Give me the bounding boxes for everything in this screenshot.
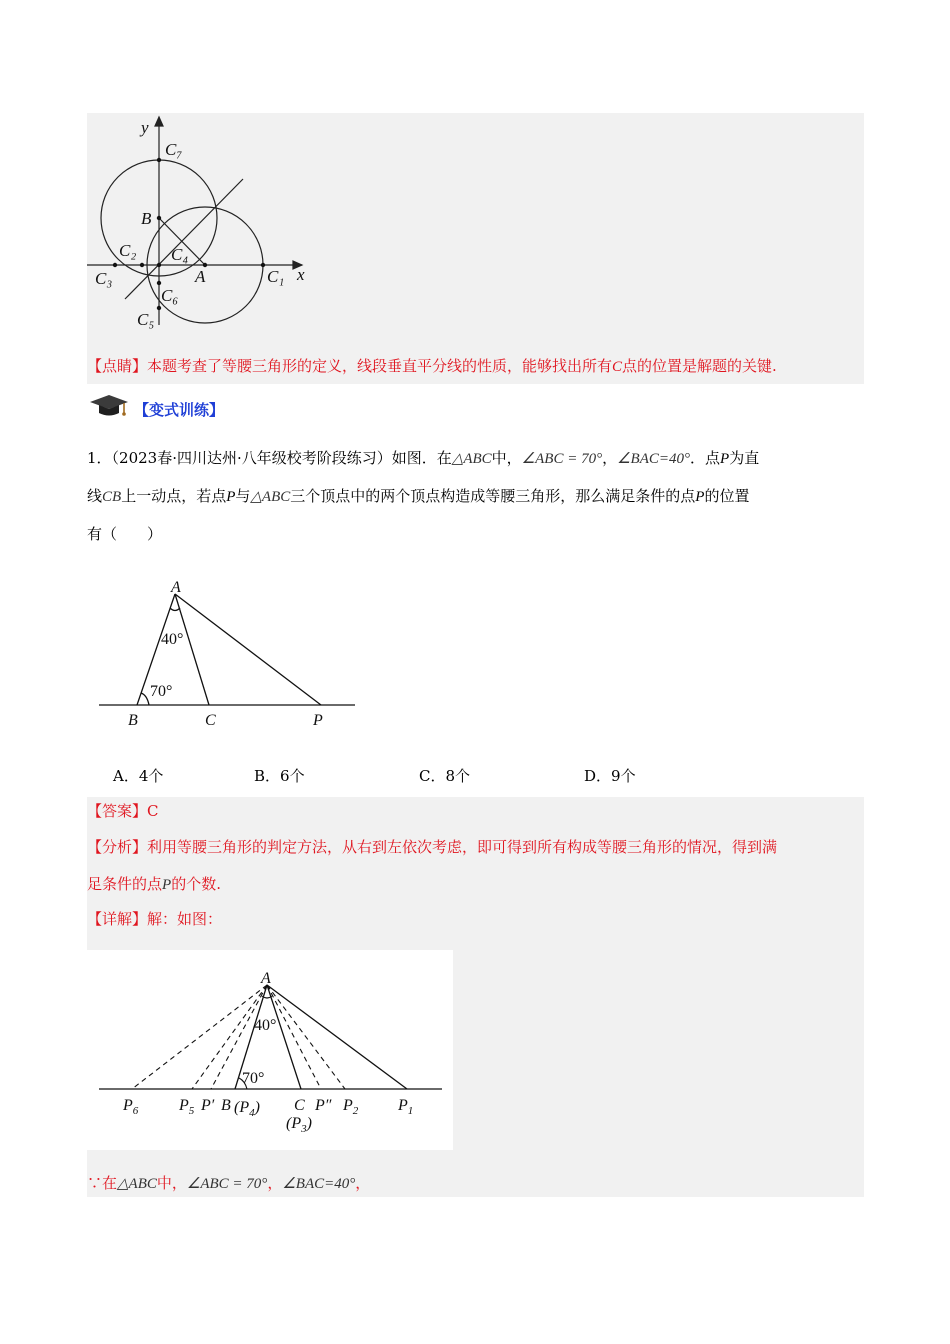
angle-bac: ∠BAC=40° [282, 1176, 356, 1192]
fig3-label-pprime: P′ [201, 1097, 215, 1114]
fig2-angle-40: 40° [161, 631, 184, 648]
remark-var: C [612, 359, 623, 375]
angle-abc: ∠ABC = 70° [521, 451, 603, 467]
label-c2: C₂ [119, 241, 137, 260]
graduation-cap-icon [88, 393, 130, 419]
fig3-label-p6: $P_6$ [123, 1097, 139, 1117]
remark-line [87, 355, 777, 378]
q-text: 为直 [729, 449, 760, 467]
option-key: C． [419, 767, 446, 785]
figure-triangle [95, 578, 360, 738]
label-c7: C₇ [165, 140, 183, 159]
q-text: ．点 [690, 449, 721, 467]
label-y: y [141, 118, 149, 137]
solution-line-1 [87, 1172, 370, 1195]
fig3-label-p1: $P_1$ [398, 1097, 414, 1117]
q-text: 上一动点，若点 [121, 487, 227, 505]
detail-tag: 【详解】 [87, 910, 148, 928]
analysis-text: 利用等腰三角形的判定方法，从右到左依次考虑，即可得到所有构成等腰三角形的情况，得到满 [147, 838, 778, 856]
option-b[interactable] [254, 765, 305, 787]
perpendicular-bisector [125, 179, 243, 299]
q-text: 如图．在 [391, 449, 452, 467]
var-p: P [226, 489, 236, 505]
analysis-line-1 [87, 836, 777, 858]
angle-arc-b [141, 693, 149, 705]
fig2-angle-70: 70° [150, 683, 173, 700]
question-line-2 [87, 485, 749, 508]
fig3-ac [267, 985, 301, 1089]
fig3-label-p4: $(P_4)$ [234, 1099, 260, 1119]
line-cb: CB [102, 489, 122, 505]
figure-p-positions [87, 950, 453, 1150]
q-text: 三个顶点中的两个顶点构造成等腰三角形，那么满足条件的点 [290, 487, 696, 505]
figure-coordinate-circles [87, 113, 327, 333]
fig3-ap2 [267, 985, 345, 1089]
label-a: A [195, 267, 206, 286]
fig3-label-p2: $P_2$ [343, 1097, 359, 1117]
option-value: 4个 [138, 767, 164, 785]
side-ap [175, 594, 321, 705]
option-a[interactable] [113, 765, 163, 787]
fig2-label-b: B [128, 712, 138, 729]
label-b: B [141, 209, 152, 228]
fig2-label-c: C [205, 712, 216, 729]
q-text: 与 [235, 487, 251, 505]
question-source: （2023春·四川达州·八年级校考阶段练习） [111, 449, 392, 467]
fig3-label-c: C [294, 1097, 305, 1114]
fig3-ap1 [267, 985, 407, 1089]
answer-value: C [147, 802, 159, 820]
angle-arc-a [170, 608, 180, 611]
var-p: P [162, 877, 172, 893]
answer-line [87, 800, 159, 822]
fig3-label-b: B [221, 1097, 231, 1114]
fig3-angle-40: 40° [254, 1017, 277, 1034]
fig3-angle-70: 70° [242, 1070, 265, 1087]
var-p: P [720, 451, 730, 467]
fig3-label-p3: $(P_3)$ [286, 1115, 312, 1135]
fig3-label-p5: $P_5$ [179, 1097, 195, 1117]
q-text: 中， [491, 449, 522, 467]
remark-text-before: 本题考查了等腰三角形的定义，线段垂直平分线的性质，能够找出所有 [147, 357, 613, 375]
option-value: 9个 [611, 767, 636, 785]
option-key: B． [254, 767, 281, 785]
var-p: P [695, 489, 705, 505]
label-c1: C₁ [267, 267, 285, 286]
question-line-3: 有（ ） [87, 525, 163, 543]
fig2-label-p: P [313, 712, 323, 729]
analysis-text: 的个数. [171, 875, 221, 893]
y-axis-arrow [155, 117, 163, 126]
question-line-1 [87, 447, 759, 470]
fig3-label-a: A [261, 970, 271, 987]
option-key: A． [113, 767, 139, 785]
question-number: 1． [87, 449, 112, 467]
triangle-abc: △ABC [451, 451, 492, 467]
option-c[interactable] [419, 765, 470, 787]
solution-text: 中， [156, 1174, 187, 1192]
option-key: D． [584, 767, 612, 785]
detail-line [87, 908, 222, 930]
remark-text-after: 点的位置是解题的关键. [622, 357, 777, 375]
option-value: 8个 [445, 767, 471, 785]
label-c5: C₅ [137, 310, 155, 329]
option-d[interactable] [584, 765, 636, 787]
triangle-abc: △ABC [250, 489, 291, 505]
solution-text: ， [267, 1174, 283, 1192]
remark-tag: 【点睛】 [87, 357, 148, 375]
fig2-label-a: A [171, 579, 181, 596]
side-ac [175, 594, 209, 705]
q-text: 线 [87, 487, 103, 505]
label-c3: C₃ [95, 269, 113, 288]
analysis-line-2 [87, 873, 221, 896]
angle-abc: ∠ABC = 70° [186, 1176, 268, 1192]
analysis-tag: 【分析】 [87, 838, 148, 856]
analysis-text: 足条件的点 [87, 875, 163, 893]
solution-text: ， [355, 1174, 371, 1192]
detail-text: 解：如图： [147, 910, 223, 928]
fig3-label-pdoubleprime: P″ [315, 1097, 332, 1114]
label-c4: C₄ [171, 245, 189, 264]
q-text: ， [602, 449, 618, 467]
triangle-abc: △ABC [117, 1176, 157, 1192]
answer-tag: 【答案】 [87, 802, 148, 820]
option-value: 6个 [280, 767, 305, 785]
solution-text: ∵在 [87, 1174, 118, 1192]
q-text: 的位置 [704, 487, 750, 505]
label-x: x [297, 265, 305, 284]
angle-bac: ∠BAC=40° [617, 451, 690, 467]
label-c6: C₆ [161, 286, 179, 305]
section-title: 【变式训练】 [134, 401, 225, 419]
fig3-apdd [267, 985, 321, 1089]
